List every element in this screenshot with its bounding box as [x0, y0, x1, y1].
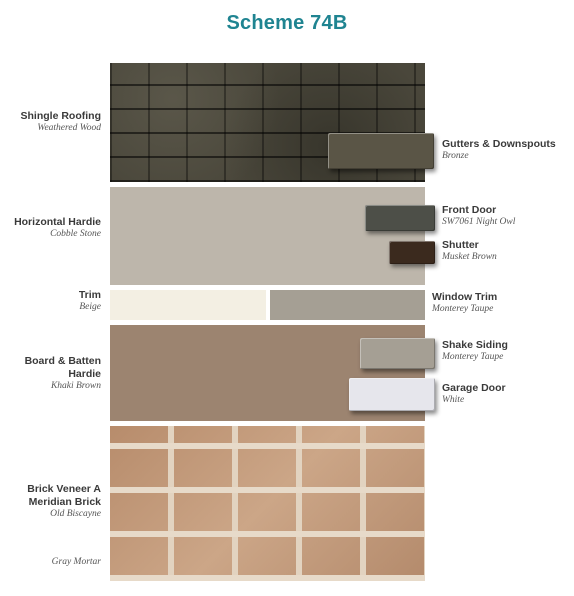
shutter-chip: [389, 241, 435, 264]
horizontal-hardie-swatch: [110, 187, 425, 285]
shake-siding-chip: [360, 338, 435, 369]
brick-veneer-label: Brick Veneer A Meridian Brick Old Biscayne: [27, 483, 101, 520]
garage-door-chip: [349, 378, 435, 411]
garage-door-label: Garage Door White: [442, 382, 506, 406]
shake-siding-label: Shake Siding Monterey Taupe: [442, 339, 508, 363]
front-door-chip: [365, 205, 435, 231]
trim-swatch: [110, 290, 266, 320]
gutters-label: Gutters & Downspouts Bronze: [442, 138, 556, 162]
board-batten-label: Board & Batten Hardie Khaki Brown: [24, 355, 101, 392]
window-trim-label: Window Trim Monterey Taupe: [432, 291, 498, 315]
mortar-label: Gray Mortar: [51, 557, 101, 567]
window-trim-swatch: [270, 290, 425, 320]
front-door-label: Front Door SW7061 Night Owl: [442, 204, 516, 228]
scheme-title: Scheme 74B: [226, 12, 348, 34]
gutters-chip: [328, 133, 434, 169]
brick-veneer-swatch: [110, 426, 425, 581]
trim-label: Trim Beige: [78, 289, 101, 313]
shingle-roofing-label: Shingle Roofing Weathered Wood: [20, 110, 101, 134]
horizontal-hardie-label: Horizontal Hardie Cobble Stone: [14, 216, 101, 240]
shutter-label: Shutter Musket Brown: [442, 239, 497, 263]
